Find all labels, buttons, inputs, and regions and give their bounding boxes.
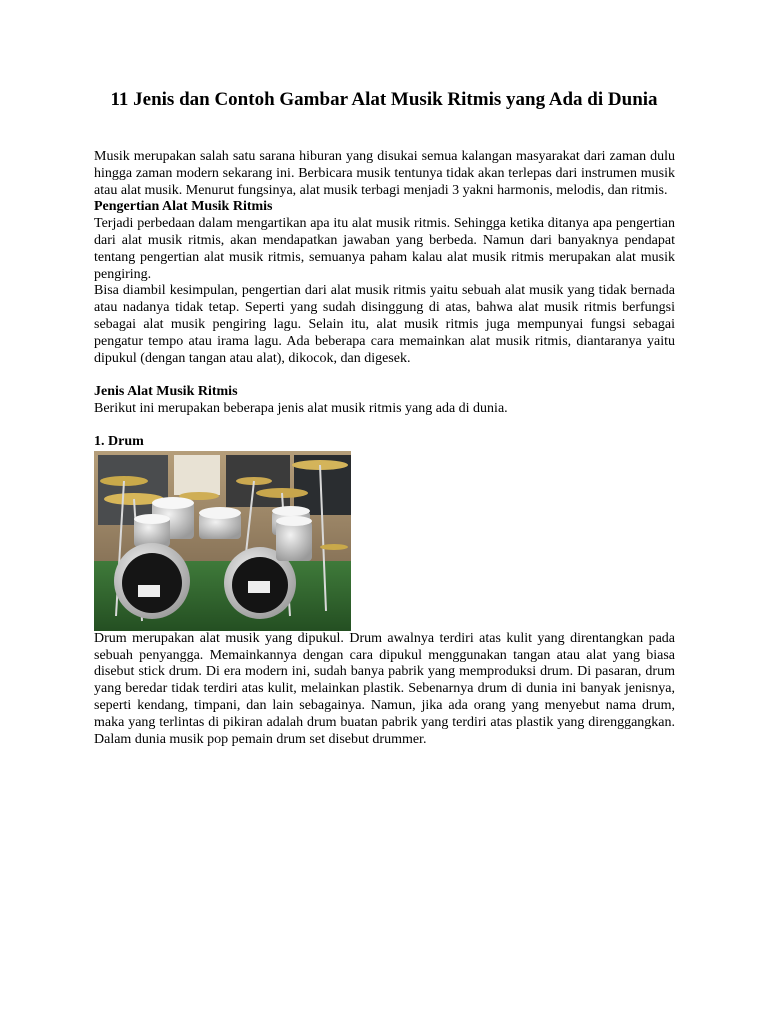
spacer (94, 367, 675, 384)
section-heading-jenis: Jenis Alat Musik Ritmis (94, 384, 238, 400)
section-heading-pengertian: Pengertian Alat Musik Ritmis (94, 199, 273, 215)
drum-kit-photo (94, 451, 351, 631)
drum-paragraph: Drum merupakan alat musik yang dipukul. Drum awalnya terdiri atas kulit yang direntangkan pada sebuah penyangga. Memainkannya dengan cara dipukul menggunakan tangan atau alat yang biasa disebut stick drum. Di era modern ini, sudah banya pabrik yang memproduksi drum. Di pasaran, drum yang beredar tidak terdiri atas kulit, melainkan plastik. Sebenarnya drum di dunia ini banyak jenisnya, seperti kendang, timpani, dan lain sebagainya. Namun, jika ada orang yang menyebut nama drum, maka yang terlintas di pikiran adalah drum buatan pabrik yang terdiri atas plastik yang direnggangkan. Dalam dunia musik pop pemain drum set disebut drummer. (94, 630, 675, 747)
document-body (94, 149, 675, 748)
intro-paragraph: Musik merupakan salah satu sarana hiburan yang disukai semua kalangan masyarakat dari zaman dulu hingga zaman modern sekarang ini. Berbicara musik tentunya tidak akan terlepas dari instrumen musik atau alat musik. Menurut fungsinya, alat musik terbagi menjadi 3 yakni harmonis, melodis, dan ritmis. (94, 149, 675, 198)
jenis-paragraph: Berikut ini merupakan beberapa jenis alat musik ritmis yang ada di dunia. (94, 401, 508, 417)
spacer (94, 418, 675, 434)
pengertian-paragraph-2: Bisa diambil kesimpulan, pengertian dari alat musik ritmis yaitu sebuah alat musik yang tidak bernada atau nadanya tidak tetap. Seperti yang sudah disinggung di atas, bahwa alat musik ritmis berfungsi sebagai alat musik pengiring lagu. Selain itu, alat musik ritmis juga mempunyai fungsi sebagai pengatur tempo atau irama lagu. Ada beberapa cara memainkan alat musik ritmis, diantaranya yaitu dipukul (dengan tangan atau alat), dikocok, dan digesek. (94, 283, 675, 366)
item-heading-drum: 1. Drum (94, 433, 144, 449)
document-title: 11 Jenis dan Contoh Gambar Alat Musik Ritmis yang Ada di Dunia (110, 89, 658, 110)
pengertian-paragraph-1: Terjadi perbedaan dalam mengartikan apa itu alat musik ritmis. Sehingga ketika ditanya apa pengertian dari alat musik ritmis, akan mendapatkan jawaban yang berbeda. Namun dari banyaknya pendapat tentang pengertian alat musik ritmis, semuanya paham kalau alat musik ritmis merupakan alat musik pengiring. (94, 216, 675, 282)
